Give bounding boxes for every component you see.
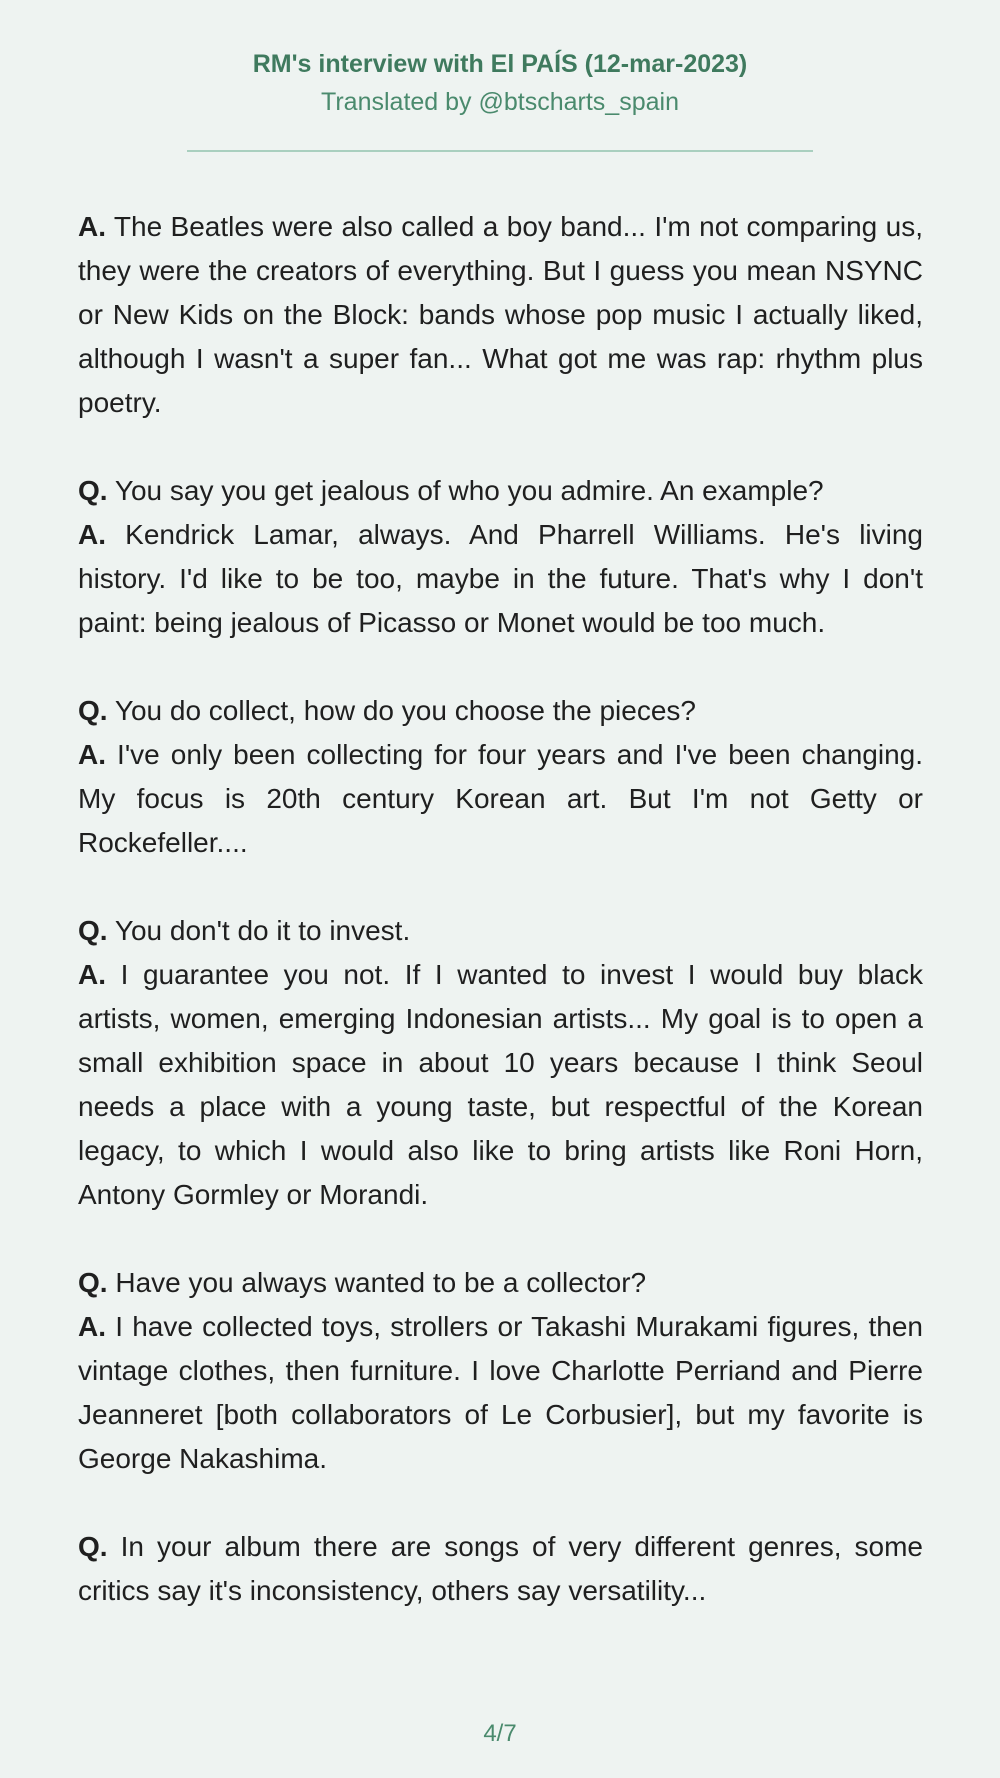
paragraph-text: You say you get jealous of who you admire. An example?	[107, 475, 824, 506]
page-title: RM's interview with El PAÍS (12-mar-2023)	[252, 50, 748, 78]
paragraph-text: You don't do it to invest.	[107, 915, 411, 946]
speaker-label: A.	[78, 739, 106, 770]
speaker-label: Q.	[78, 915, 108, 946]
page-number: 4/7	[483, 1720, 517, 1747]
speaker-label: Q.	[78, 1267, 108, 1298]
paragraph-text: Kendrick Lamar, always. And Pharrell Williams. He's living history. I'd like to be too, maybe in the future. That's why I don't paint: being jealous of Picasso or Monet would be too much.	[78, 519, 923, 638]
question-paragraph	[78, 689, 923, 733]
question-paragraph	[78, 1525, 923, 1613]
speaker-label: A.	[78, 959, 106, 990]
question-paragraph	[78, 1261, 923, 1305]
paragraph-text: In your album there are songs of very different genres, some critics say it's inconsistency, others say versatility...	[78, 1531, 923, 1606]
paragraph-text: You do collect, how do you choose the pieces?	[107, 695, 696, 726]
paragraph-text: I've only been collecting for four years and I've been changing. My focus is 20th century Korean art. But I'm not Getty or Rockefeller....	[78, 739, 923, 858]
paragraph-text: Have you always wanted to be a collector?	[107, 1267, 647, 1298]
speaker-label: Q.	[78, 695, 108, 726]
paragraph-text: I have collected toys, strollers or Takashi Murakami figures, then vintage clothes, then furniture. I love Charlotte Perriand and Pierre Jeanneret [both collaborators of Le Corbusier], but my favorite is George Nakashima.	[78, 1311, 923, 1474]
answer-paragraph	[78, 1305, 923, 1481]
answer-paragraph	[78, 513, 923, 645]
paragraph-text: I guarantee you not. If I wanted to invest I would buy black artists, women, emerging Indonesian artists... My goal is to open a small exhibition space in about 10 years because I think Seoul needs a place with a young taste, but respectful of the Korean legacy, to which I would also like to bring artists like Roni Horn, Antony Gormley or Morandi.	[78, 959, 923, 1210]
speaker-label: Q.	[78, 475, 108, 506]
question-paragraph	[78, 909, 923, 953]
translator-credit: Translated by @btscharts_spain	[321, 88, 679, 116]
speaker-label: A.	[78, 211, 106, 242]
answer-paragraph	[78, 205, 923, 425]
speaker-label: A.	[78, 519, 106, 550]
speaker-label: Q.	[78, 1531, 108, 1562]
header	[0, 44, 1000, 120]
question-paragraph	[78, 469, 923, 513]
speaker-label: A.	[78, 1311, 106, 1342]
answer-paragraph	[78, 733, 923, 865]
interview-content	[78, 205, 923, 1613]
header-divider	[187, 150, 813, 152]
answer-paragraph	[78, 953, 923, 1217]
paragraph-text: The Beatles were also called a boy band... I'm not comparing us, they were the creators of everything. But I guess you mean NSYNC or New Kids on the Block: bands whose pop music I actually liked, although I wasn't a super fan... What got me was rap: rhythm plus poetry.	[78, 211, 923, 418]
